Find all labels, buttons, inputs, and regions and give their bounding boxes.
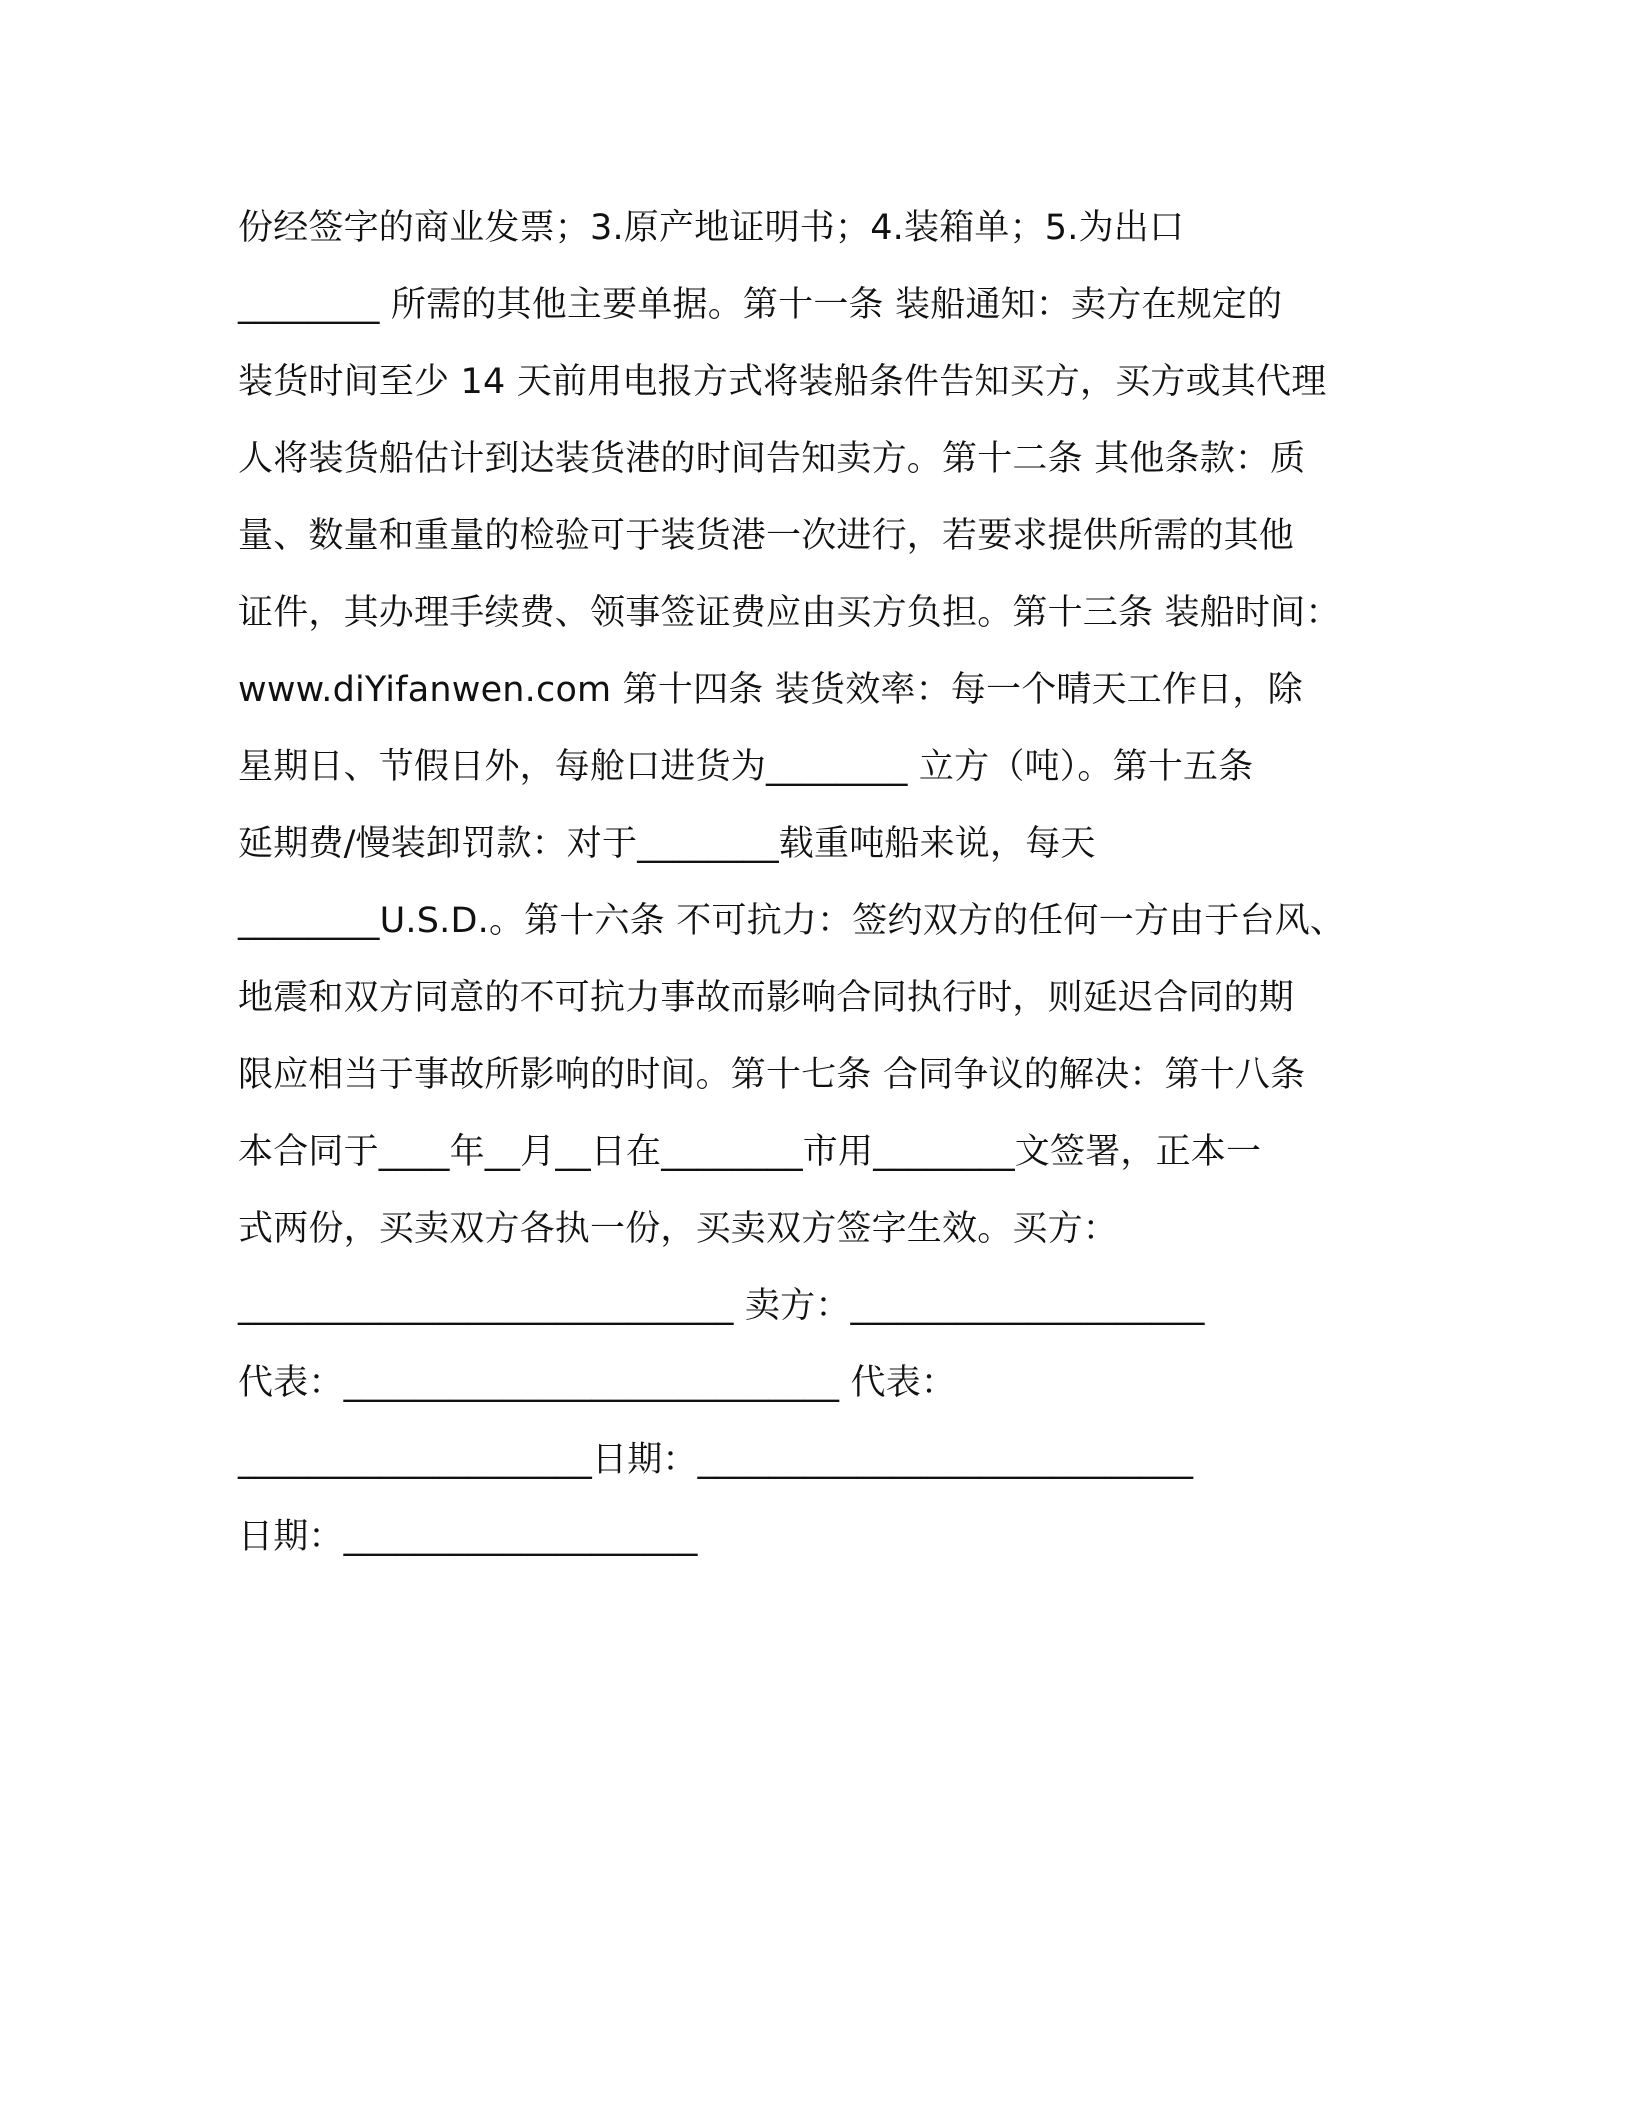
- contract-text-block: [238, 190, 1418, 1576]
- contract-line-7: www.diYifanwen.com 第十四条 装货效率：每一个晴天工作日，除: [238, 670, 1303, 710]
- contract-line-14: 式两份，买卖双方各执一份，买卖双方签字生效。买方：: [238, 1209, 1119, 1249]
- signature-line-final-date: 日期：____________________: [238, 1517, 698, 1557]
- contract-line-12: 限应相当于事故所影响的时间。第十七条 合同争议的解决：第十八条: [238, 1055, 1306, 1095]
- signature-line-representatives: 代表：____________________________ 代表：: [238, 1363, 957, 1403]
- signature-line-buyer-seller: ____________________________ 卖方：____________________: [238, 1286, 1205, 1326]
- contract-line-10: ________U.S.D.。第十六条 不可抗力：签约双方的任何一方由于台风、: [238, 901, 1346, 941]
- contract-line-13: 本合同于____年__月__日在________市用________文签署，正本一: [238, 1132, 1262, 1172]
- contract-line-5: 量、数量和重量的检验可于装货港一次进行，若要求提供所需的其他: [238, 516, 1295, 556]
- signature-line-dates: ____________________日期：____________________________: [238, 1440, 1194, 1480]
- contract-line-4: 人将装货船估计到达装货港的时间告知卖方。第十二条 其他条款：质: [238, 439, 1306, 479]
- contract-line-6: 证件，其办理手续费、领事签证费应由买方负担。第十三条 装船时间：: [238, 593, 1341, 633]
- contract-line-2: ________ 所需的其他主要单据。第十一条 装船通知：卖方在规定的: [238, 285, 1283, 325]
- contract-line-1: 份经签字的商业发票；3.原产地证明书；4.装箱单；5.为出口: [238, 208, 1185, 248]
- contract-line-3: 装货时间至少 14 天前用电报方式将装船条件告知买方，买方或其代理: [238, 362, 1327, 402]
- contract-line-11: 地震和双方同意的不可抗力事故而影响合同执行时，则延迟合同的期: [238, 978, 1295, 1018]
- contract-line-9: 延期费/慢装卸罚款：对于________载重吨船来说，每天: [238, 824, 1096, 864]
- contract-line-8: 星期日、节假日外，每舱口进货为________ 立方（吨）。第十五条: [238, 747, 1254, 787]
